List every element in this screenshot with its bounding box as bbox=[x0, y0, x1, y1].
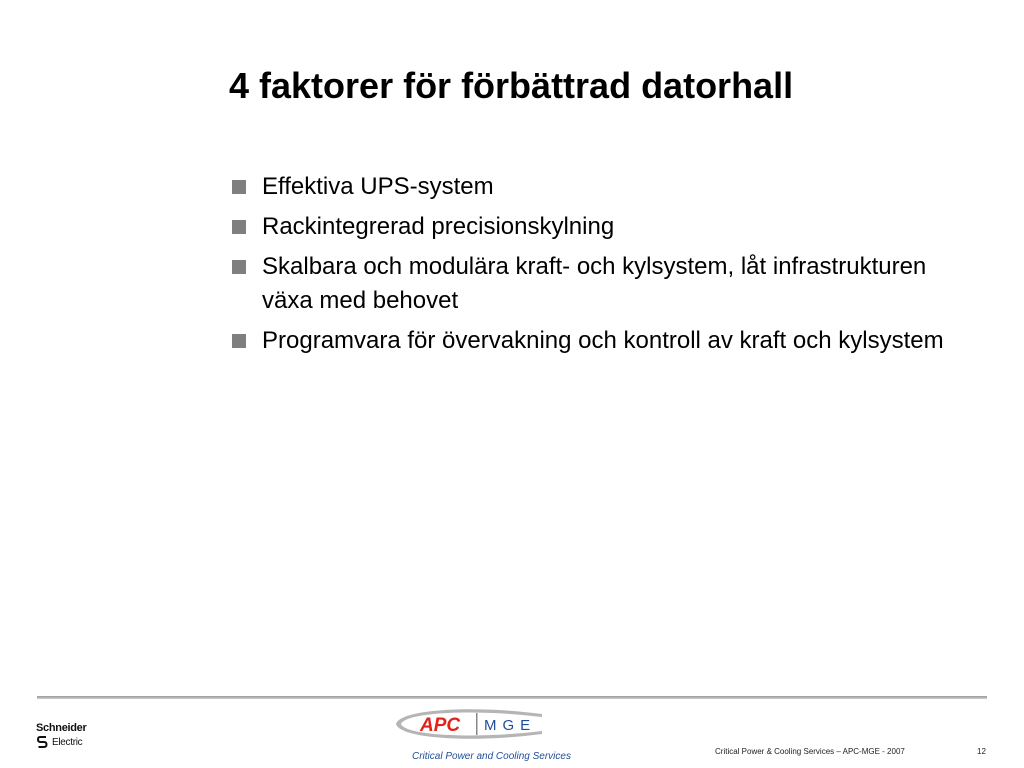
schneider-mark-icon bbox=[37, 736, 49, 749]
apc-wordmark: APC bbox=[420, 715, 461, 736]
schneider-electric-logo bbox=[36, 722, 106, 752]
bullet-item bbox=[229, 324, 959, 358]
bullet-text: Effektiva UPS-system bbox=[262, 173, 494, 200]
footer-text: Critical Power & Cooling Services – APC-MGE - 2007 bbox=[715, 747, 905, 756]
bullet-text: Skalbara och modulära kraft- och kylsystem, låt infrastrukturen växa med behovet bbox=[262, 253, 927, 314]
bullet-list bbox=[229, 170, 959, 364]
logo-separator bbox=[476, 713, 478, 735]
square-bullet-icon bbox=[232, 180, 246, 194]
bullet-item bbox=[229, 170, 959, 204]
apc-mge-logo bbox=[392, 706, 572, 742]
footer-divider bbox=[37, 696, 987, 699]
square-bullet-icon bbox=[232, 220, 246, 234]
bullet-item bbox=[229, 210, 959, 244]
logo-subname: Electric bbox=[52, 737, 83, 748]
apc-tagline: Critical Power and Cooling Services bbox=[412, 751, 571, 762]
square-bullet-icon bbox=[232, 334, 246, 348]
page-number: 12 bbox=[977, 747, 986, 756]
slide-title: 4 faktorer för förbättrad datorhall bbox=[229, 65, 794, 106]
mge-wordmark: MGE bbox=[484, 717, 537, 734]
logo-name: Schneider bbox=[36, 722, 87, 734]
bullet-text: Programvara för övervakning och kontroll av kraft och kylsystem bbox=[262, 327, 944, 354]
bullet-text: Rackintegrerad precisionskylning bbox=[262, 213, 615, 240]
bullet-item bbox=[229, 250, 959, 318]
square-bullet-icon bbox=[232, 260, 246, 274]
